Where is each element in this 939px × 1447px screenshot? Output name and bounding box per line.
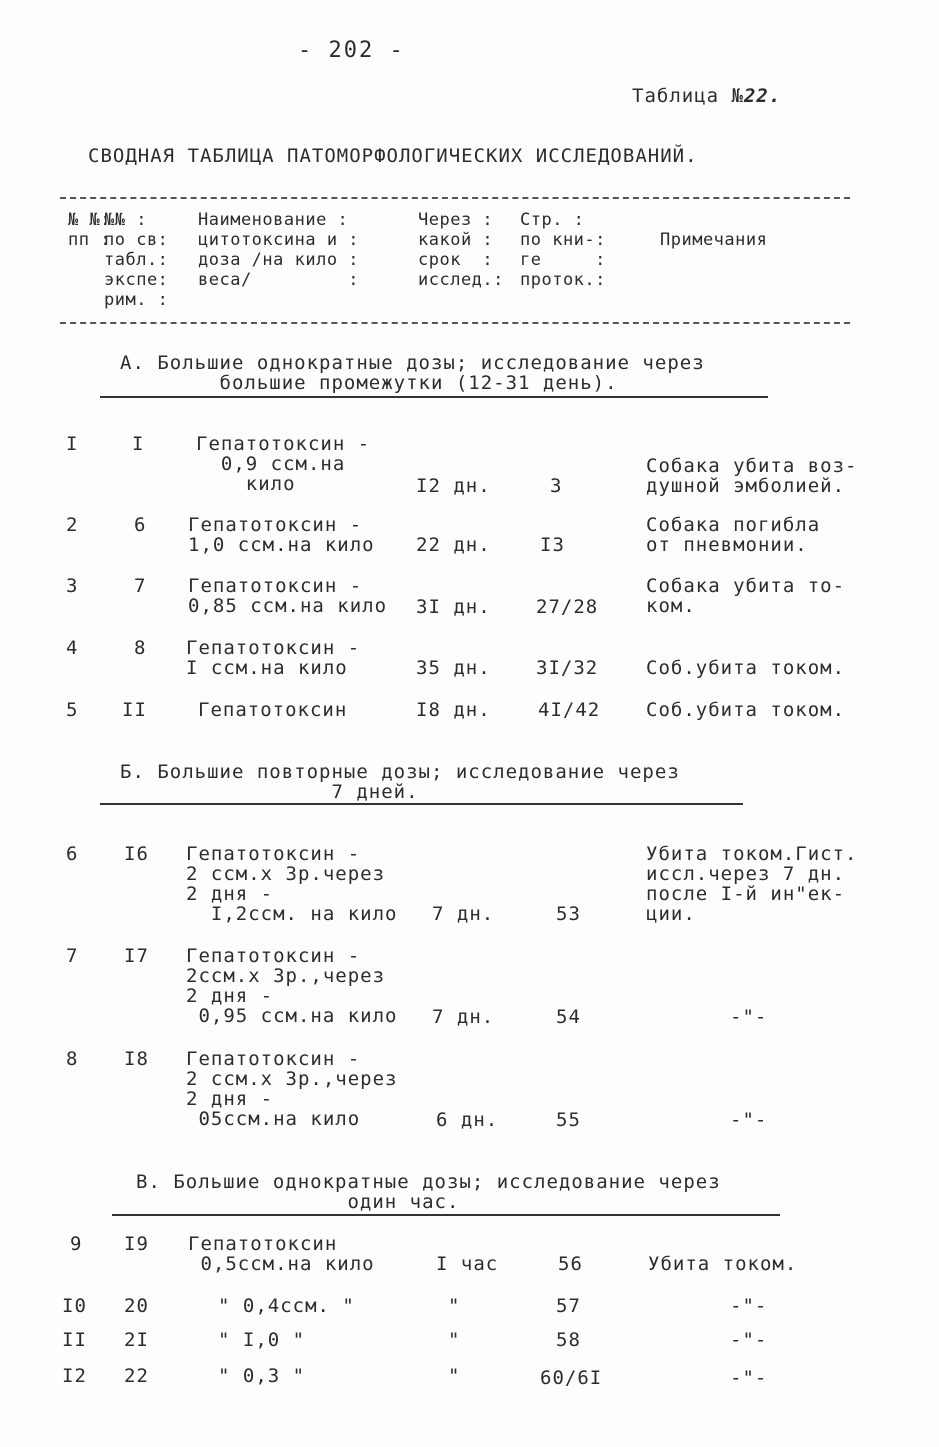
- row-number: I: [66, 433, 79, 455]
- row-number: 9: [70, 1233, 83, 1255]
- header-col-notes: Примечания: [660, 230, 768, 250]
- row-page: 4I/42: [538, 699, 601, 721]
- section-c-rule: [112, 1214, 780, 1216]
- row-term: I час: [436, 1253, 499, 1275]
- row-experiment: I8: [124, 1048, 149, 1070]
- section-a-rule: [100, 396, 768, 398]
- row-number: 6: [66, 843, 79, 865]
- row-page: 55: [556, 1109, 581, 1131]
- row-cytotoxin: Гепатотоксин - 0,9 ссм.на кило: [196, 433, 371, 495]
- row-term: 22 дн.: [416, 534, 491, 556]
- row-term: 35 дн.: [416, 657, 491, 679]
- row-page: 3: [550, 475, 563, 497]
- row-term: 7 дн.: [432, 903, 495, 925]
- row-experiment: I6: [124, 843, 149, 865]
- row-experiment: 22: [124, 1365, 149, 1387]
- row-cytotoxin: " 0,3 ": [218, 1365, 306, 1387]
- row-number: 2: [66, 514, 79, 536]
- row-term: 6 дн.: [436, 1109, 499, 1131]
- row-note: -"-: [730, 1006, 768, 1028]
- row-note: Соб.убита током.: [646, 657, 846, 679]
- row-note: -"-: [730, 1367, 768, 1389]
- header-col-number: № №: пп :: [68, 210, 111, 250]
- row-cytotoxin: Гепатотоксин - 2ссм.х 3р.,через 2 дня - 0,95 ссм.на кило: [186, 945, 398, 1027]
- row-cytotoxin: " 0,4ссм. ": [218, 1295, 355, 1317]
- row-term: I8 дн.: [416, 699, 491, 721]
- header-bottom-rule: [60, 322, 850, 324]
- row-note: -"-: [730, 1295, 768, 1317]
- row-page: 53: [556, 903, 581, 925]
- row-term: ": [448, 1329, 461, 1351]
- row-note: Собака погибла от пневмонии.: [646, 514, 821, 556]
- row-note: Собака убита то- ком.: [646, 575, 846, 617]
- row-note: Убита током.Гист. иссл.через 7 дн. после I-й ин"ек- ции.: [646, 843, 858, 925]
- header-col-cytotoxin: Наименование : цитотоксина и : доза /на кило : веса/ :: [198, 210, 360, 290]
- row-cytotoxin: Гепатотоксин: [198, 699, 348, 721]
- row-note: -"-: [730, 1109, 768, 1131]
- row-cytotoxin: Гепатотоксин - 0,85 ссм.на кило: [188, 575, 388, 617]
- section-a-heading: А. Большие однократные дозы; исследование через большие промежутки (12-31 день).: [120, 352, 705, 394]
- header-col-page: Стр. : по кни-: ге : проток.:: [520, 210, 606, 290]
- row-page: 27/28: [536, 596, 599, 618]
- row-term: ": [448, 1365, 461, 1387]
- row-experiment: I7: [124, 945, 149, 967]
- row-number: II: [62, 1329, 87, 1351]
- row-page: 60/6I: [540, 1367, 603, 1389]
- row-experiment: 2I: [124, 1329, 149, 1351]
- row-note: Собака убита воз- душной эмболией.: [646, 455, 858, 497]
- row-cytotoxin: Гепатотоксин - I ссм.на кило: [186, 637, 361, 679]
- row-number: 8: [66, 1048, 79, 1070]
- table-label-number: 22.: [743, 85, 782, 107]
- row-experiment: 8: [134, 637, 147, 659]
- document-title: СВОДНАЯ ТАБЛИЦА ПАТОМОРФОЛОГИЧЕСКИХ ИССЛЕДОВАНИЙ.: [88, 145, 698, 167]
- table-label-prefix: Таблица №: [632, 85, 744, 107]
- row-experiment: 7: [134, 575, 147, 597]
- row-experiment: 6: [134, 514, 147, 536]
- row-experiment: I9: [124, 1233, 149, 1255]
- row-cytotoxin: " I,0 ": [218, 1329, 306, 1351]
- section-c-heading: В. Большие однократные дозы; исследование через один час.: [136, 1171, 721, 1213]
- row-number: 5: [66, 699, 79, 721]
- row-note: Соб.убита током.: [646, 699, 846, 721]
- row-note: Убита током.: [648, 1253, 798, 1275]
- row-page: 57: [556, 1295, 581, 1317]
- section-b-rule: [100, 803, 743, 805]
- row-number: I2: [62, 1365, 87, 1387]
- row-page: 54: [556, 1006, 581, 1028]
- row-number: I0: [62, 1295, 87, 1317]
- section-b-heading: Б. Большие повторные дозы; исследование через 7 дней.: [120, 761, 680, 803]
- row-term: 7 дн.: [432, 1006, 495, 1028]
- row-number: 3: [66, 575, 79, 597]
- table-label: [632, 86, 781, 107]
- header-col-term: Через : какой : срок : исслед.:: [418, 210, 504, 290]
- row-page: 58: [556, 1329, 581, 1351]
- row-number: 7: [66, 945, 79, 967]
- row-page: 3I/32: [536, 657, 599, 679]
- row-term: I2 дн.: [416, 475, 491, 497]
- row-page: I3: [540, 534, 565, 556]
- row-cytotoxin: Гепатотоксин - 1,0 ссм.на кило: [188, 514, 375, 556]
- row-cytotoxin: Гепатотоксин 0,5ссм.на кило: [188, 1233, 375, 1275]
- row-term: ": [448, 1295, 461, 1317]
- row-experiment: II: [122, 699, 147, 721]
- row-cytotoxin: Гепатотоксин - 2 ссм.х 3р.,через 2 дня - 05ссм.на кило: [186, 1048, 398, 1130]
- row-note: -"-: [730, 1329, 768, 1351]
- row-page: 56: [558, 1253, 583, 1275]
- row-cytotoxin: Гепатотоксин - 2 ссм.х 3р.через 2 дня - I,2ссм. на кило: [186, 843, 398, 925]
- header-top-rule: [60, 197, 850, 199]
- page-number: - 202 -: [298, 38, 405, 63]
- row-experiment: 20: [124, 1295, 149, 1317]
- row-number: 4: [66, 637, 79, 659]
- row-experiment: I: [132, 433, 145, 455]
- row-term: 3I дн.: [416, 596, 491, 618]
- header-col-experiment: №№ : по св: табл.: экспе: рим. :: [104, 210, 169, 310]
